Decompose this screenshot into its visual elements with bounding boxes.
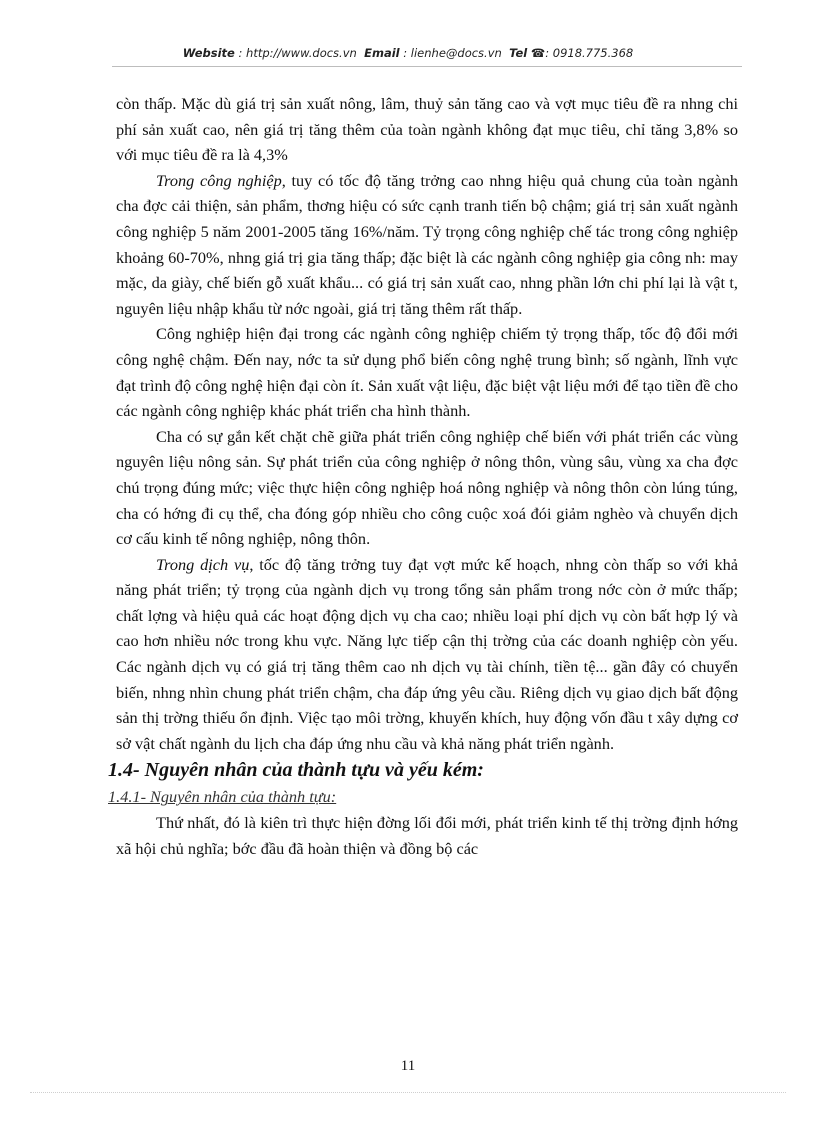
- paragraph: Công nghiệp hiện đại trong các ngành công nghiệp chiếm tỷ trọng thấp, tốc độ đổi mới công nghệ chậm. Đến nay, nớc ta sử dụng phổ biến công nghệ trung bình; số ngành, lĩnh vực đạt trình độ công nghệ hiện đại còn ít. Sản xuất vật liệu, đặc biệt vật liệu mới để tạo tiền đề cho các ngành công nghiệp khác phát triển cha hình thành.: [116, 324, 738, 421]
- paragraph: Thứ nhất, đó là kiên trì thực hiện đờng lối đổi mới, phát triển kinh tế thị trờng định hớng xã hội chủ nghĩa; bớc đầu đã hoàn thiện và đồng bộ các: [116, 813, 738, 858]
- paragraph-services: [116, 552, 738, 757]
- footer-divider: [30, 1092, 786, 1093]
- email-label: Email: [364, 46, 400, 60]
- paragraph: Cha có sự gắn kết chặt chẽ giữa phát triển công nghiệp chế biến với phát triển các vùng nguyên liệu nông sản. Sự phát triển của công nghiệp ở nông thôn, vùng sâu, vùng xa cha đợc chú trọng đúng mức; việc thực hiện công nghiệp hoá nông nghiệp và nông thôn còn lúng túng, cha có hớng đi cụ thể, cha đóng góp nhiều cho công cuộc xoá đói giảm nghèo và chuyển dịch cơ cấu kinh tế nông nghiệp, nông thôn.: [116, 426, 738, 549]
- tel-value: : 0918.775.368: [545, 46, 634, 60]
- industry-text: , tuy có tốc độ tăng trởng cao nhng hiệu quả chung của toàn ngành cha đợc cải thiện, sản phẩm, thơng hiệu có sức cạnh tranh tiến bộ chậm; giá trị sản xuất ngành công nghiệp 5 năm 2001-2005 tăng 16%/năm. Tỷ trọng công nghiệp chế tác trong công nghiệp khoảng 60-70%, nhng giá trị gia tăng thấp; đặc biệt là các ngành công nghiệp gia công nh: may mặc, da giày, chế biến gỗ xuất khẩu... có giá trị sản xuất cao, nhng phần lớn chi phí lại là vật t, nguyên liệu nhập khẩu từ nớc ngoài, giá trị tăng thêm rất thấp.: [116, 170, 738, 318]
- email-value[interactable]: : lienhe@docs.vn: [403, 46, 502, 60]
- section-heading: 1.4- Nguyên nhân của thành tựu và yếu kém:: [108, 759, 484, 782]
- phone-icon: ☎: [530, 46, 546, 60]
- page-header: [0, 46, 816, 60]
- paragraph: còn thấp. Mặc dù giá trị sản xuất nông, lâm, thuỷ sản tăng cao và vợt mục tiêu đề ra nhng chi phí sản xuất cao, nên giá trị tăng thêm của toàn ngành không đạt mục tiêu, chỉ tăng 3,8% so với mục tiêu đề ra là 4,3%: [116, 94, 738, 165]
- header-divider: [112, 66, 742, 67]
- website-value[interactable]: : http://www.docs.vn: [238, 46, 357, 60]
- industry-lead: Trong công nghiệp: [156, 170, 282, 190]
- services-lead: Trong dịch vụ: [156, 554, 250, 574]
- services-text: , tốc độ tăng trởng tuy đạt vợt mức kế hoạch, nhng còn thấp so với khả năng phát triển; tỷ trọng của ngành dịch vụ trong tổng sản phẩm trong nớc còn ở mức thấp; chất lợng và hiệu quả các hoạt động dịch vụ cha cao; nhiều loại phí dịch vụ còn bất hợp lý và cao hơn nhiều nớc trong khu vực. Năng lực tiếp cận thị trờng của các doanh nghiệp còn yếu. Các ngành dịch vụ có giá trị tăng thêm cao nh dịch vụ tài chính, tiền tệ... gần đây có chuyển biến, nhng nhìn chung phát triển chậm, cha đáp ứng yêu cầu. Riêng dịch vụ giao dịch bất động sản thị trờng thiếu ổn định. Việc tạo môi trờng, khuyến khích, huy động vốn đầu t xây dựng cơ sở vật chất ngành du lịch cha đáp ứng nhu cầu và khả năng phát triển ngành.: [116, 554, 738, 753]
- subsection-heading: 1.4.1- Nguyên nhân của thành tựu:: [108, 787, 337, 807]
- document-body: [108, 91, 738, 861]
- page-number: 11: [400, 1058, 416, 1074]
- paragraph-industry: [116, 168, 738, 322]
- tel-label: Tel: [509, 46, 528, 60]
- website-label: Website: [182, 46, 235, 60]
